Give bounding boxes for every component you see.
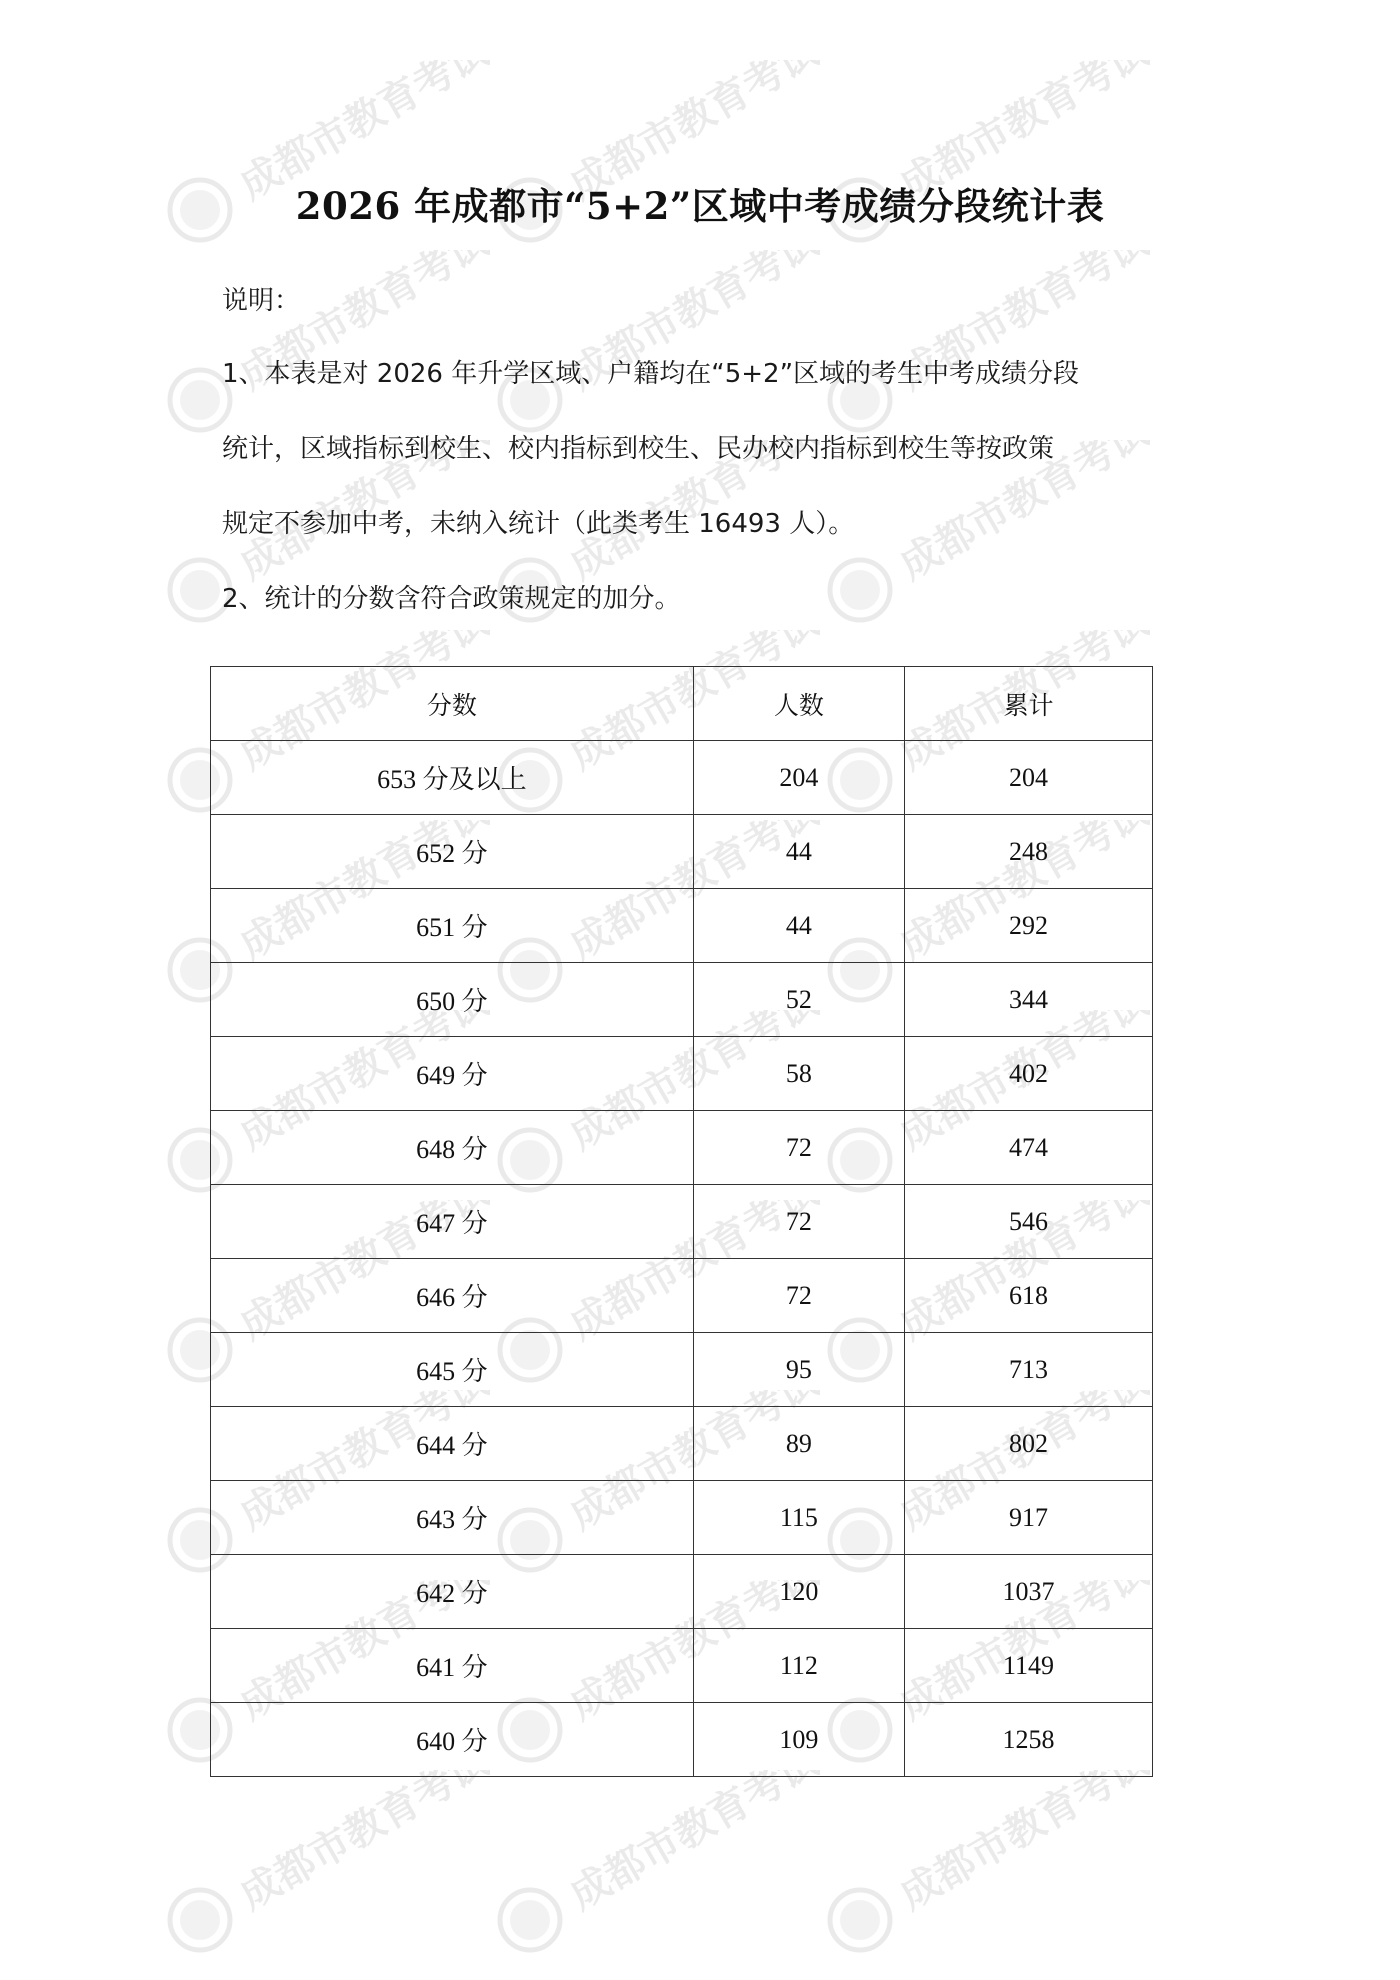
cell-score: 650 分 <box>211 963 694 1037</box>
svg-text:成都市教育考试院: 成都市教育考试院 <box>231 1200 490 1349</box>
cell-score: 644 分 <box>211 1407 694 1481</box>
svg-text:成都市教育考试院: 成都市教育考试院 <box>561 1200 820 1349</box>
table-row <box>211 741 1153 815</box>
svg-text:成都市教育考试院: 成都市教育考试院 <box>561 1580 820 1729</box>
cell-cumulative: 402 <box>904 1037 1152 1111</box>
cell-count: 120 <box>693 1555 904 1629</box>
cell-count: 44 <box>693 889 904 963</box>
note-line-4: 2、统计的分数含符合政策规定的加分。 <box>222 584 681 614</box>
svg-text:成都市教育考试院: 成都市教育考试院 <box>891 1580 1150 1729</box>
score-distribution-table <box>210 666 1153 1777</box>
header-score: 分数 <box>211 667 694 741</box>
svg-text:成都市教育考试院: 成都市教育考试院 <box>891 1770 1150 1919</box>
table-row <box>211 1481 1153 1555</box>
cell-score: 640 分 <box>211 1703 694 1777</box>
table-row <box>211 1555 1153 1629</box>
cell-score: 651 分 <box>211 889 694 963</box>
table-row <box>211 1185 1153 1259</box>
cell-score: 643 分 <box>211 1481 694 1555</box>
svg-text:成都市教育考试院: 成都市教育考试院 <box>891 1390 1150 1539</box>
table-row <box>211 963 1153 1037</box>
cell-cumulative: 474 <box>904 1111 1152 1185</box>
cell-score: 652 分 <box>211 815 694 889</box>
svg-text:成都市教育考试院: 成都市教育考试院 <box>231 1580 490 1729</box>
cell-count: 58 <box>693 1037 904 1111</box>
svg-text:成都市教育考试院: 成都市教育考试院 <box>561 630 820 779</box>
svg-text:成都市教育考试院: 成都市教育考试院 <box>561 250 820 399</box>
svg-text:成都市教育考试院: 成都市教育考试院 <box>561 1010 820 1159</box>
table-row <box>211 1629 1153 1703</box>
cell-count: 115 <box>693 1481 904 1555</box>
svg-text:成都市教育考试院: 成都市教育考试院 <box>891 1010 1150 1159</box>
header-count: 人数 <box>693 667 904 741</box>
svg-text:成都市教育考试院: 成都市教育考试院 <box>891 1200 1150 1349</box>
svg-text:成都市教育考试院: 成都市教育考试院 <box>231 60 490 209</box>
svg-text:成都市教育考试院: 成都市教育考试院 <box>891 630 1150 779</box>
header-cumulative: 累计 <box>904 667 1152 741</box>
table-row <box>211 1111 1153 1185</box>
table-row <box>211 815 1153 889</box>
cell-cumulative: 618 <box>904 1259 1152 1333</box>
svg-text:成都市教育考试院: 成都市教育考试院 <box>561 440 820 589</box>
cell-count: 44 <box>693 815 904 889</box>
cell-cumulative: 204 <box>904 741 1152 815</box>
svg-text:成都市教育考试院: 成都市教育考试院 <box>231 440 490 589</box>
table-row <box>211 1703 1153 1777</box>
svg-text:成都市教育考试院: 成都市教育考试院 <box>231 1010 490 1159</box>
svg-text:成都市教育考试院: 成都市教育考试院 <box>561 1770 820 1919</box>
svg-text:成都市教育考试院: 成都市教育考试院 <box>561 820 820 969</box>
cell-score: 653 分及以上 <box>211 741 694 815</box>
cell-count: 72 <box>693 1259 904 1333</box>
cell-score: 649 分 <box>211 1037 694 1111</box>
cell-cumulative: 292 <box>904 889 1152 963</box>
table-row <box>211 1037 1153 1111</box>
svg-text:成都市教育考试院: 成都市教育考试院 <box>231 820 490 969</box>
cell-count: 109 <box>693 1703 904 1777</box>
cell-count: 204 <box>693 741 904 815</box>
cell-cumulative: 344 <box>904 963 1152 1037</box>
cell-cumulative: 546 <box>904 1185 1152 1259</box>
cell-score: 645 分 <box>211 1333 694 1407</box>
cell-cumulative: 802 <box>904 1407 1152 1481</box>
cell-count: 95 <box>693 1333 904 1407</box>
cell-cumulative: 1037 <box>904 1555 1152 1629</box>
table-header-row <box>211 667 1153 741</box>
svg-text:成都市教育考试院: 成都市教育考试院 <box>561 1390 820 1539</box>
svg-text:成都市教育考试院: 成都市教育考试院 <box>891 820 1150 969</box>
svg-text:成都市教育考试院: 成都市教育考试院 <box>891 440 1150 589</box>
note-line-3: 规定不参加中考，未纳入统计（此类考生 16493 人）。 <box>222 509 855 539</box>
cell-count: 112 <box>693 1629 904 1703</box>
table-row <box>211 1407 1153 1481</box>
table-row <box>211 889 1153 963</box>
cell-count: 52 <box>693 963 904 1037</box>
document-title: 2026 年成都市“5+2”区域中考成绩分段统计表 <box>295 184 1105 228</box>
svg-text:成都市教育考试院: 成都市教育考试院 <box>231 1770 490 1919</box>
cell-score: 648 分 <box>211 1111 694 1185</box>
note-line-2: 统计，区域指标到校生、校内指标到校生、民办校内指标到校生等按政策 <box>222 434 1055 464</box>
svg-text:成都市教育考试院: 成都市教育考试院 <box>231 250 490 399</box>
svg-text:成都市教育考试院: 成都市教育考试院 <box>891 250 1150 399</box>
cell-score: 641 分 <box>211 1629 694 1703</box>
table-row <box>211 1333 1153 1407</box>
cell-count: 89 <box>693 1407 904 1481</box>
cell-score: 647 分 <box>211 1185 694 1259</box>
cell-score: 642 分 <box>211 1555 694 1629</box>
cell-count: 72 <box>693 1185 904 1259</box>
table-body <box>211 741 1153 1777</box>
svg-text:成都市教育考试院: 成都市教育考试院 <box>561 60 820 209</box>
note-line-1: 1、本表是对 2026 年升学区域、户籍均在“5+2”区域的考生中考成绩分段 <box>222 359 1080 389</box>
cell-cumulative: 1258 <box>904 1703 1152 1777</box>
table-row <box>211 1259 1153 1333</box>
cell-cumulative: 713 <box>904 1333 1152 1407</box>
notes-heading: 说明： <box>222 286 301 316</box>
svg-text:成都市教育考试院: 成都市教育考试院 <box>891 60 1150 209</box>
svg-text:成都市教育考试院: 成都市教育考试院 <box>231 1390 490 1539</box>
cell-score: 646 分 <box>211 1259 694 1333</box>
svg-text:成都市教育考试院: 成都市教育考试院 <box>231 630 490 779</box>
cell-cumulative: 917 <box>904 1481 1152 1555</box>
cell-cumulative: 1149 <box>904 1629 1152 1703</box>
cell-cumulative: 248 <box>904 815 1152 889</box>
cell-count: 72 <box>693 1111 904 1185</box>
